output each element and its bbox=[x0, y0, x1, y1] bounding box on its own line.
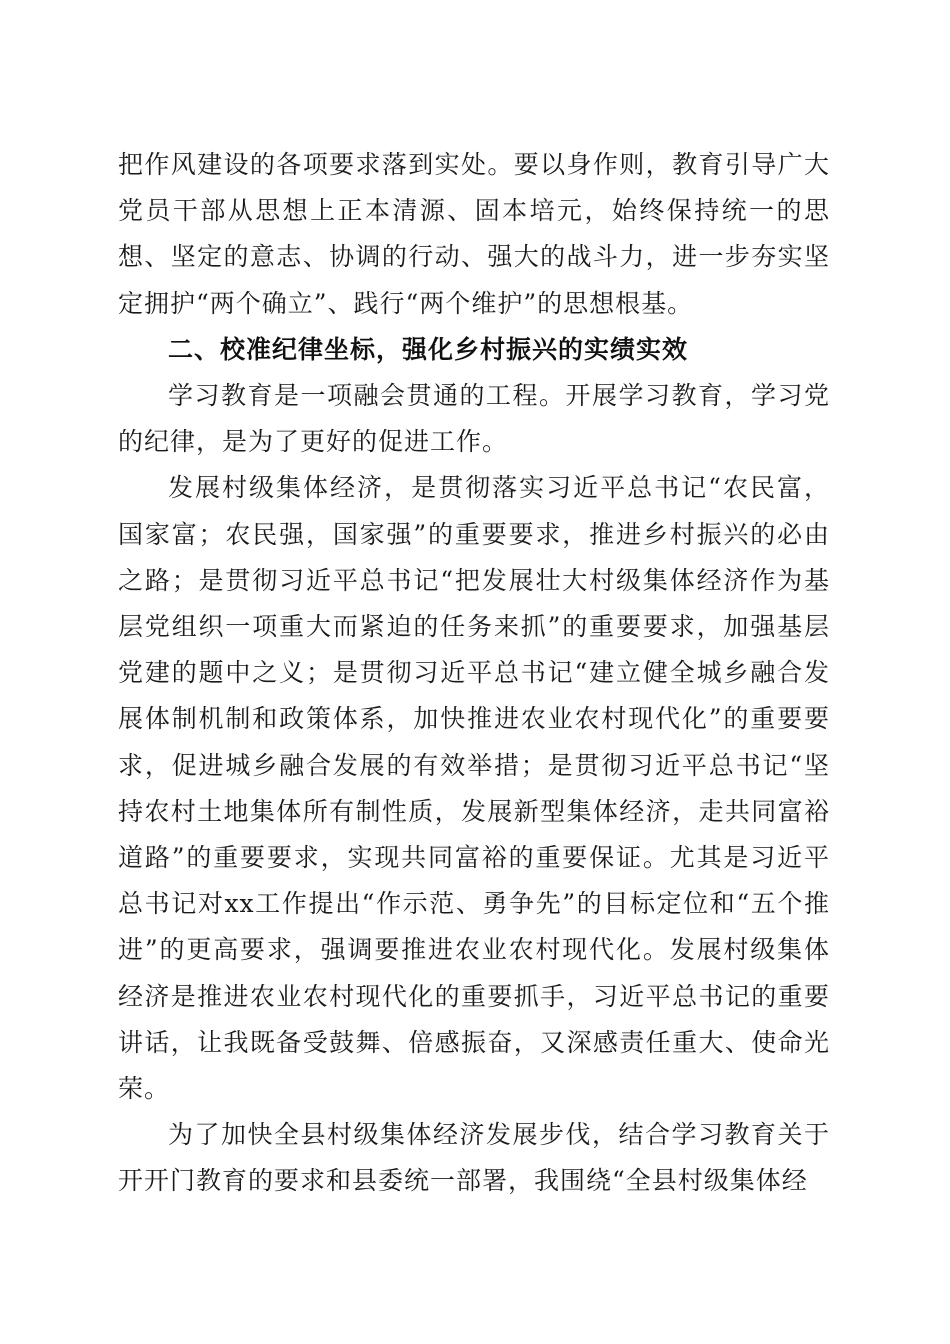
document-body bbox=[118, 142, 830, 1205]
paragraph-study-education: 学习教育是一项融会贯通的工程。开展学习教育，学习党的纪律，是为了更好的促进工作。 bbox=[118, 381, 830, 457]
paragraph-continued: 把作风建设的各项要求落到实处。要以身作则，教育引导广大党员干部从思想上正本清源、固本培元，始终保持统一的思想、坚定的意志、协调的行动、强大的战斗力，进一步夯实坚定拥护“两个确立”、践行“两个维护”的思想根基。 bbox=[118, 150, 830, 318]
paragraph-accelerate-development: 为了加快全县村级集体经济发展步伐，结合学习教育关于开开门教育的要求和县委统一部署，我围绕“全县村级集体经 bbox=[118, 1120, 830, 1196]
section-heading-2: 二、校准纪律坐标，强化乡村振兴的实绩实效 bbox=[168, 334, 689, 364]
paragraph-collective-economy: 发展村级集体经济，是贯彻落实习近平总书记“农民富，国家富；农民强，国家强”的重要要求，推进乡村振兴的必由之路；是贯彻习近平总书记“把发展壮大村级集体经济作为基层党组织一项重大而紧迫的任务来抓”的重要要求，加强基层党建的题中之义；是贯彻习近平总书记“建立健全城乡融合发展体制机制和政策体系，加快推进农业农村现代化”的重要要求，促进城乡融合发展的有效举措；是贯彻习近平总书记“坚持农村土地集体所有制性质，发展新型集体经济，走共同富裕道路”的重要要求，实现共同富裕的重要保证。尤其是习近平总书记对xx工作提出“作示范、勇争先”的目标定位和“五个推进”的更高要求，强调要推进农业农村现代化。发展村级集体经济是推进农业农村现代化的重要抓手，习近平总书记的重要讲话，让我既备受鼓舞、倍感振奋，又深感责任重大、使命光荣。 bbox=[118, 473, 830, 1104]
